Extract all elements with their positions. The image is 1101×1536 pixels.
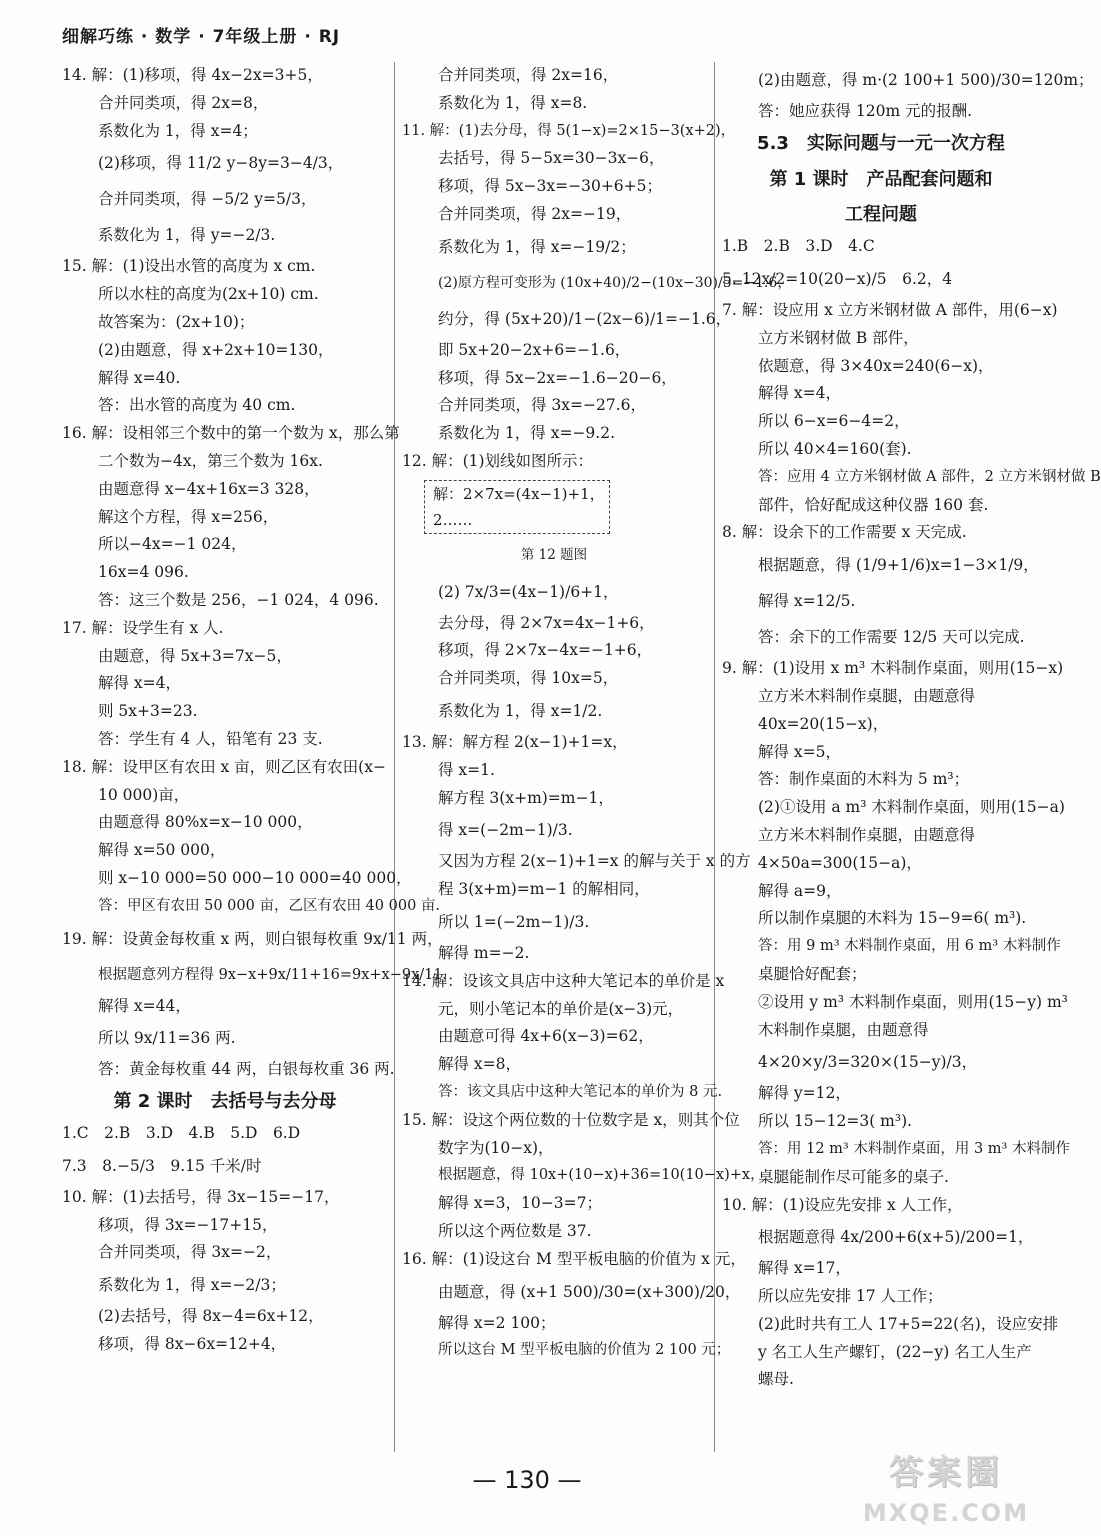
answer-line: 答：甲区有农田 50 000 亩，乙区有农田 40 000 亩. [98, 897, 441, 914]
figure-12-line: 解：2×7x=(4x−1)+1， [433, 484, 605, 503]
answer-line: 1.B 2.B 3.D 4.C [722, 237, 875, 256]
column-divider [394, 62, 395, 1452]
answer-line: 4×20×y/3=320×(15−y)/3， [758, 1053, 978, 1072]
answer-line: 解方程 3(x+m)=m−1， [438, 788, 614, 807]
answer-line: 7.3 8.−5/3 9.15 千米/时 [62, 1156, 262, 1175]
answer-line: 10. 解：(1)设应先安排 x 人工作， [722, 1195, 963, 1214]
answer-line: 17. 解：设学生有 x 人. [62, 618, 224, 637]
answer-line: 18. 解：设甲区有农田 x 亩，则乙区有农田(x− [62, 757, 386, 776]
answer-line: (2)原方程可变形为 (10x+40)/2−(10x−30)/5=−1.6， [438, 274, 792, 291]
section-title: 5.3 实际问题与一元一次方程 [757, 132, 1005, 154]
answer-line: y 名工人生产螺钉，(22−y) 名工人生产 [758, 1342, 1032, 1361]
answer-line: 去分母，得 2×7x=4x−1+6， [438, 613, 655, 632]
answer-line: 解得 x=4， [98, 674, 182, 693]
answer-line: 根据题意，得 (1/9+1/6)x=1−3×1/9， [758, 556, 1039, 575]
figure-caption: 第 12 题图 [520, 546, 588, 563]
answer-line: (2)①设用 a m³ 木料制作桌面，则用(15−a) [758, 798, 1065, 817]
answer-line: 即 5x+20−2x+6=−1.6， [438, 340, 631, 359]
answer-line: 系数化为 1，得 x=1/2. [438, 701, 603, 720]
answer-line: 立方米木料制作桌腿，由题意得 [758, 825, 976, 844]
answer-line: 元，则小笔记本的单价是(x−3)元， [438, 999, 684, 1018]
answer-line: 根据题意列方程得 9x−x+9x/11+16=9x+x−9x/11， [98, 966, 458, 983]
answer-line: 系数化为 1，得 x=8. [438, 93, 588, 112]
answer-line: 解得 a=9， [758, 881, 842, 900]
answer-line: 所以−4x=−1 024， [98, 535, 247, 554]
answer-line: 系数化为 1，得 x=4； [98, 121, 258, 140]
answer-line: (2)此时共有工人 17+5=22(名)，设应安排 [758, 1314, 1059, 1333]
answer-line: 去括号，得 5−5x=30−3x−6， [438, 149, 665, 168]
answer-line: 40x=20(15−x)， [758, 714, 889, 733]
answer-line: (2)移项，得 11/2 y−8y=3−4/3， [98, 154, 344, 173]
answer-line: 移项，得 2×7x−4x=−1+6， [438, 641, 653, 660]
answer-line: 合并同类项，得 3x=−27.6， [438, 396, 647, 415]
answer-line: 解得 x=2 100； [438, 1313, 556, 1332]
answer-line: 所以这台 M 型平板电脑的价值为 2 100 元； [438, 1342, 731, 1359]
answer-line: 8. 解：设余下的工作需要 x 天完成. [722, 523, 967, 542]
answer-line: 15. 解：设这个两位数的十位数字是 x，则其个位 [402, 1110, 740, 1129]
answer-line: 9. 解：(1)设用 x m³ 木料制作桌面，则用(15−x) [722, 659, 1064, 678]
answer-line: 解得 x=50 000， [98, 841, 226, 860]
answer-line: (2) 7x/3=(4x−1)/6+1， [438, 582, 619, 601]
answer-line: (2)由题意，得 x+2x+10=130， [98, 340, 334, 359]
answer-line: 解得 x=44， [98, 996, 191, 1015]
answer-line: 14. 解：(1)移项，得 4x−2x=3+5， [62, 66, 323, 84]
watermark-logo [846, 1448, 1046, 1536]
answer-line: 系数化为 1，得 y=−2/3. [98, 226, 276, 245]
answer-line: 数字为(10−x)， [438, 1138, 554, 1157]
answer-line: 解得 x=5， [758, 742, 842, 761]
answer-line: 答：学生有 4 人，铅笔有 23 支. [98, 729, 323, 748]
watermark-url: MXQE.COM [862, 1499, 1030, 1527]
answer-line: 所以应先安排 17 人工作； [758, 1287, 943, 1306]
column-3 [722, 62, 1101, 1394]
answer-line: 则 5x+3=23. [98, 702, 198, 721]
answer-line: 16x=4 096. [98, 563, 189, 582]
answer-line: 4×50a=300(15−a)， [758, 853, 922, 872]
answer-line: 桌腿能制作尽可能多的桌子. [758, 1167, 949, 1186]
answer-line: 10 000)亩， [98, 785, 190, 804]
answer-line: 由题意可得 4x+6(x−3)=62， [438, 1027, 654, 1046]
answer-line: 14. 解：设该文具店中这种大笔记本的单价是 x [402, 971, 725, 990]
answer-line: 12. 解：(1)划线如图所示： [402, 451, 594, 470]
answer-line: (2)由题意，得 m·(2 100+1 500)/30=120m； [758, 71, 1094, 89]
answer-line: 答：应用 4 立方米钢材做 A 部件，2 立方米钢材做 B [758, 468, 1101, 485]
answer-line: 所以这个两位数是 37. [438, 1221, 592, 1240]
answer-line: 所以 40×4=160(套). [758, 439, 912, 458]
answer-line: 答：该文具店中这种大笔记本的单价为 8 元. [438, 1083, 723, 1100]
answer-line: 立方米钢材做 B 部件， [758, 328, 919, 347]
answer-line: 螺母. [758, 1370, 794, 1389]
answer-line: 系数化为 1，得 x=−2/3； [98, 1276, 286, 1295]
page-number: — 130 — [472, 1466, 582, 1494]
answer-line: 程 3(x+m)=m−1 的解相同， [438, 880, 650, 899]
answer-line: 15. 解：(1)设出水管的高度为 x cm. [62, 257, 316, 276]
answer-line: 约分，得 (5x+20)/1−(2x−6)/1=−1.6， [438, 309, 732, 328]
answer-line: 所以 15−12=3( m³). [758, 1112, 913, 1131]
answer-line: 系数化为 1，得 x=−19/2； [438, 237, 636, 256]
answer-line: 根据题意得 4x/200+6(x+5)/200=1， [758, 1228, 1034, 1247]
answer-line: 16. 解：(1)设这台 M 型平板电脑的价值为 x 元， [402, 1249, 746, 1268]
lesson-title: 第 2 课时 去括号与去分母 [113, 1091, 337, 1113]
answer-line: ②设用 y m³ 木料制作桌面，则用(15−y) m³ [758, 992, 1068, 1011]
answer-line: 故答案为：(2x+10)； [98, 312, 255, 331]
answer-line: 5. 12x/2=10(20−x)/5 6.2，4 [722, 269, 953, 288]
answer-line: (2)去括号，得 8x−4=6x+12， [98, 1307, 324, 1326]
answer-line: 部件，恰好配成这种仪器 160 套. [758, 495, 989, 514]
answer-line: 得 x=1. [438, 760, 495, 779]
answer-line: 解这个方程，得 x=256， [98, 507, 279, 526]
answer-line: 合并同类项，得 3x=−2， [98, 1243, 282, 1262]
lesson-title: 第 1 课时 产品配套问题和 [769, 168, 993, 190]
answer-line: 答：用 9 m³ 木料制作桌面，用 6 m³ 木料制作 [758, 938, 1061, 955]
lesson-title: 工程问题 [845, 204, 917, 226]
answer-line: 合并同类项，得 2x=8， [98, 93, 269, 112]
answer-line: 所以水柱的高度为(2x+10) cm. [98, 285, 319, 304]
answer-line: 解得 x=3，10−3=7； [438, 1194, 602, 1213]
figure-12-box [424, 480, 610, 534]
answer-line: 移项，得 3x=−17+15， [98, 1215, 278, 1234]
answer-line: 答：她应获得 120m 元的报酬. [758, 102, 973, 120]
answer-line: 依题意，得 3×40x=240(6−x)， [758, 356, 994, 375]
answer-line: 答：出水管的高度为 40 cm. [98, 396, 296, 415]
answer-line: 由题意得 x−4x+16x=3 328， [98, 479, 320, 498]
answer-line: 1.C 2.B 3.D 4.B 5.D 6.D [62, 1123, 301, 1142]
answer-line: 解得 x=17， [758, 1259, 851, 1278]
answer-line: 所以 6−x=6−4=2， [758, 412, 910, 431]
answer-line: 答：黄金每枚重 44 两，白银每枚重 36 两. [98, 1060, 395, 1079]
column-2 [402, 62, 792, 1365]
answer-line: 13. 解：解方程 2(x−1)+1=x， [402, 732, 628, 751]
answer-line: 解得 x=8， [438, 1055, 522, 1074]
answer-line: 答：制作桌面的木料为 5 m³； [758, 770, 970, 789]
answer-line: 则 x−10 000=50 000−10 000=40 000， [98, 868, 412, 887]
answer-line: 解得 x=12/5. [758, 592, 856, 611]
answer-line: 由题意，得 5x+3=7x−5， [98, 646, 292, 665]
answer-line: 解得 x=4， [758, 384, 842, 403]
answer-line: 7. 解：设应用 x 立方米钢材做 A 部件，用(6−x) [722, 300, 1058, 319]
page-header: 细解巧练 · 数学 · 7年级上册 · RJ [62, 27, 341, 47]
answer-line: 解得 m=−2. [438, 943, 530, 962]
answer-line: 合并同类项，得 10x=5， [438, 669, 619, 688]
answer-line: 由题意得 80%x=x−10 000， [98, 813, 313, 832]
answer-line: 答：余下的工作需要 12/5 天可以完成. [758, 628, 1025, 647]
answer-line: 合并同类项，得 2x=16， [438, 66, 619, 84]
answer-line: 桌腿恰好配套； [758, 964, 867, 983]
answer-line: 所以 9x/11=36 两. [98, 1029, 236, 1048]
answer-line: 二个数为−4x，第三个数为 16x. [98, 451, 323, 470]
answer-line: 答：这三个数是 256，−1 024，4 096. [98, 590, 379, 609]
answer-line: 解得 y=12， [758, 1084, 851, 1103]
answer-line: 移项，得 5x−3x=−30+6+5； [438, 177, 663, 196]
answer-line: 所以制作桌腿的木料为 15−9=6( m³). [758, 909, 1027, 928]
answer-line: 解得 x=40. [98, 368, 181, 387]
answer-line: 合并同类项，得 −5/2 y=5/3， [98, 190, 317, 209]
answer-line: 19. 解：设黄金每枚重 x 两，则白银每枚重 9x/11 两， [62, 929, 443, 948]
figure-12-line: 2…… [433, 510, 473, 529]
answer-line: 立方米木料制作桌腿，由题意得 [758, 686, 976, 705]
answer-line: 所以 1=(−2m−1)/3. [438, 912, 590, 931]
answer-line: 合并同类项，得 2x=−19， [438, 204, 632, 223]
answer-line: 10. 解：(1)去括号，得 3x−15=−17， [62, 1187, 340, 1206]
answer-line: 得 x=(−2m−1)/3. [438, 821, 573, 840]
answer-line: 答：用 12 m³ 木料制作桌面，用 3 m³ 木料制作 [758, 1140, 1070, 1157]
answer-line: 16. 解：设相邻三个数中的第一个数为 x，那么第 [62, 424, 400, 443]
answer-line: 移项，得 5x−2x=−1.6−20−6， [438, 368, 677, 387]
answer-line: 11. 解：(1)去分母，得 5(1−x)=2×15−3(x+2)， [402, 122, 736, 139]
answer-line: 又因为方程 2(x−1)+1=x 的解与关于 x 的方 [438, 852, 751, 871]
answer-line: 根据题意，得 10x+(10−x)+36=10(10−x)+x， [438, 1167, 765, 1184]
answer-line: 木料制作桌腿，由题意得 [758, 1020, 929, 1039]
answer-line: 系数化为 1，得 x=−9.2. [438, 424, 616, 443]
column-1 [62, 62, 458, 1359]
answer-line: 移项，得 8x−6x=12+4， [98, 1334, 287, 1353]
answer-line: 由题意，得 (x+1 500)/30=(x+300)/20， [438, 1282, 741, 1301]
watermark-text: 答案圈 [889, 1453, 1003, 1493]
